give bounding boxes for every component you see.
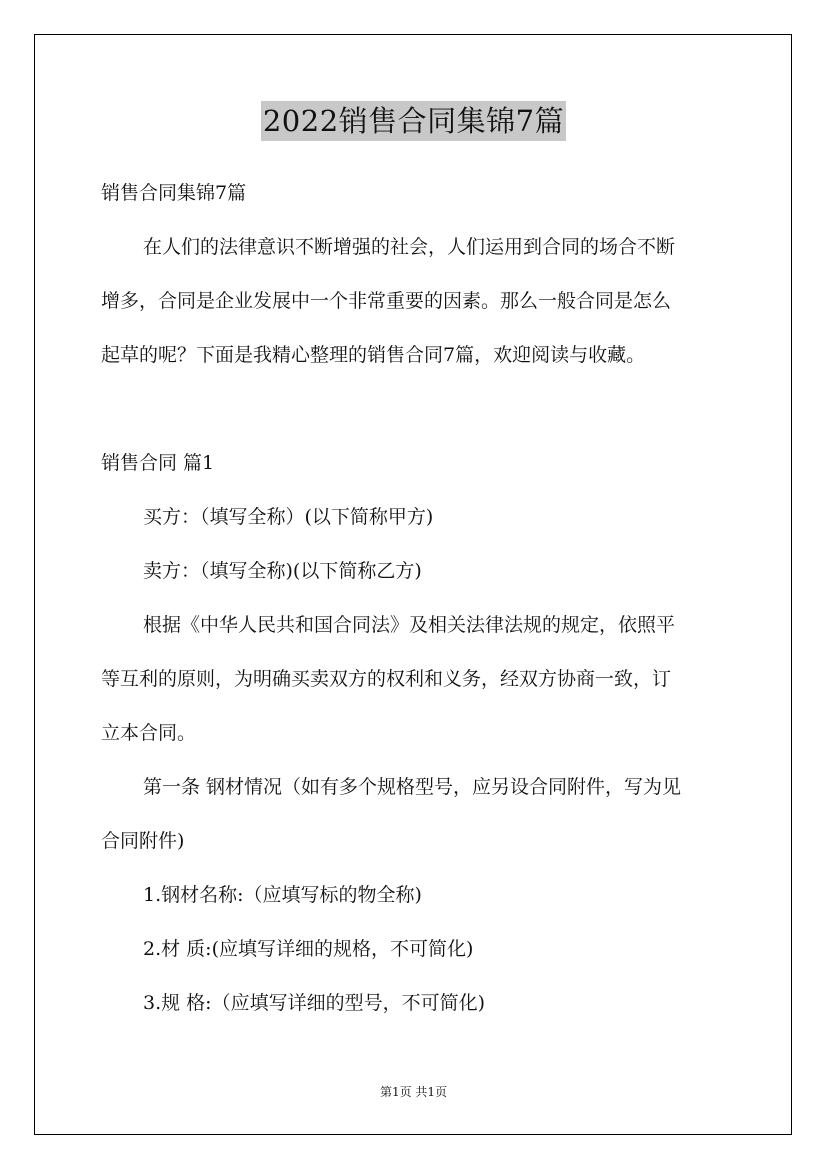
page-footer: 第1页 共1页 <box>379 1085 448 1099</box>
clause-heading: 第一条 钢材情况（如有多个规格型号，应另设合同附件，写为见 <box>143 776 682 798</box>
list-item: 3.规 格:（应填写详细的型号，不可简化) <box>143 992 485 1014</box>
paragraph-line: 起草的呢？下面是我精心整理的销售合同7篇，欢迎阅读与收藏。 <box>101 344 646 366</box>
seller-line: 卖方：（填写全称)(以下简称乙方) <box>143 560 422 582</box>
paragraph-line: 增多，合同是企业发展中一个非常重要的因素。那么一般合同是怎么 <box>101 290 672 312</box>
list-item: 1.钢材名称:（应填写标的物全称) <box>143 884 422 906</box>
paragraph-line: 合同附件) <box>101 830 185 852</box>
document-title: 2022销售合同集锦7篇 <box>261 101 566 141</box>
title-wrapper <box>0 101 827 141</box>
buyer-line: 买方：（填写全称）(以下简称甲方) <box>143 506 434 528</box>
paragraph-line: 根据《中华人民共和国合同法》及相关法律法规的规定，依照平 <box>143 614 676 636</box>
paragraph-line: 立本合同。 <box>101 722 197 744</box>
paragraph-line: 在人们的法律意识不断增强的社会，人们运用到合同的场合不断 <box>143 236 676 258</box>
list-item: 2.材 质:(应填写详细的规格，不可简化) <box>143 938 474 960</box>
section-heading: 销售合同 篇1 <box>101 452 215 474</box>
paragraph-line: 等互利的原则，为明确买卖双方的权利和义务，经双方协商一致，订 <box>101 668 672 690</box>
section-heading: 销售合同集锦7篇 <box>101 182 247 204</box>
